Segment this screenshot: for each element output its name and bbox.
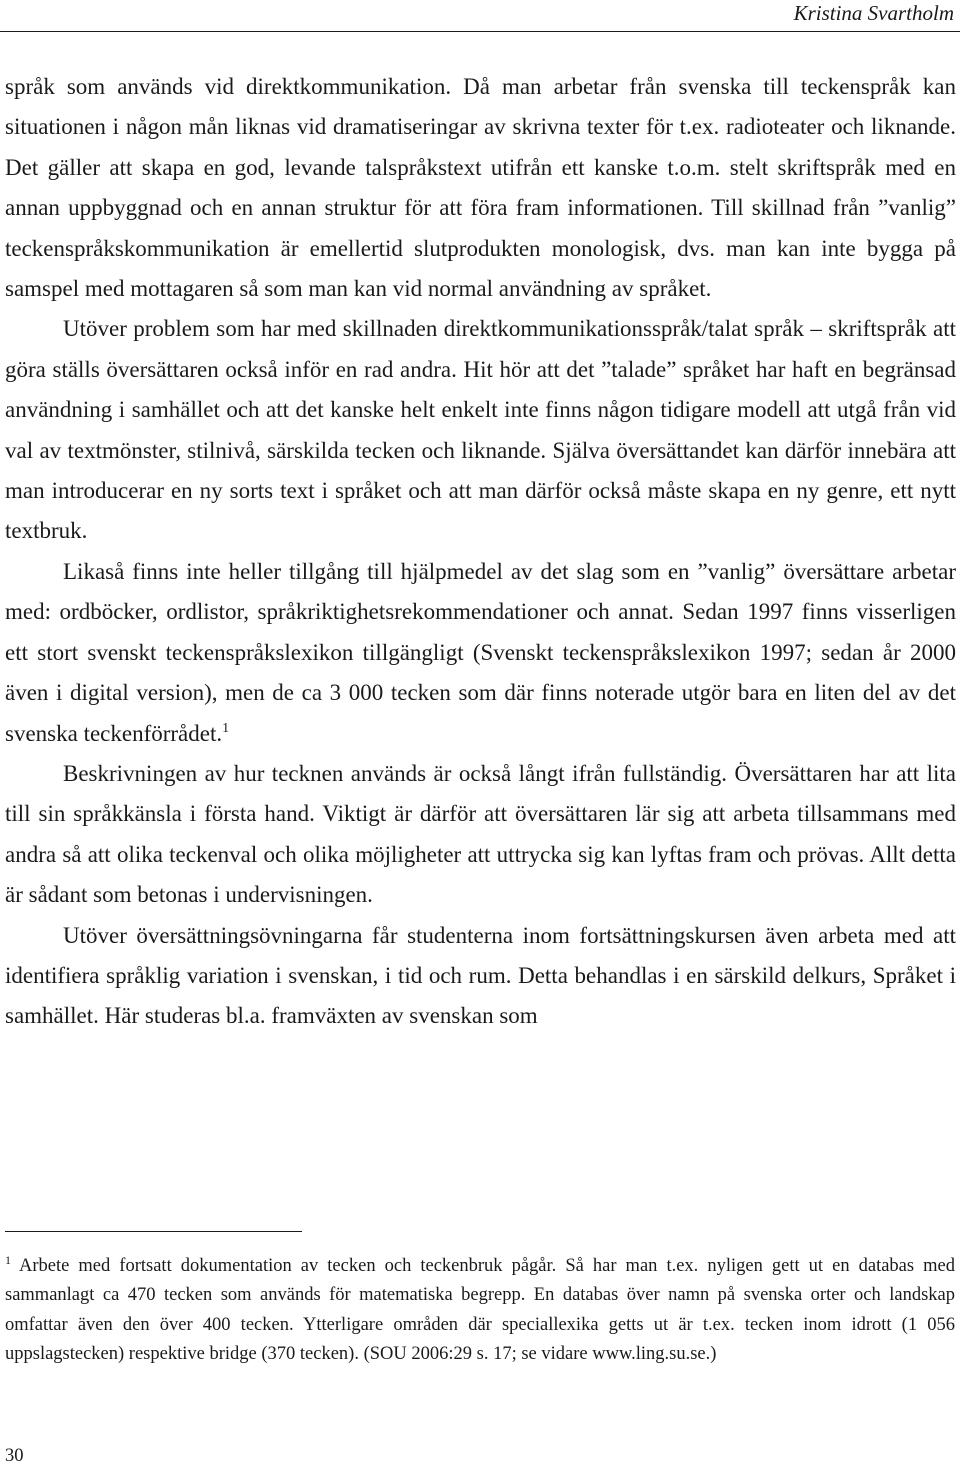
paragraph-2-text: Utöver problem som har med skillnaden direktkommunikationsspråk/talat språk – skriftspråk att göra ställs översättaren också inför en rad andra. Hit hör att det ”talade” språket har haft en begränsad användning i samhället och att det kanske helt enkelt inte finns någon tidigare modell att utgå från vid val av textmönster, stilnivå, särskilda tecken och liknande. Själva översättandet kan därför innebära att man introducerar en ny sorts text i språket och att man därför också måste skapa en ny genre, ett nytt textbruk. [5, 316, 956, 544]
paragraph-2 [5, 309, 956, 551]
body-text [5, 67, 956, 1037]
paragraph-3 [5, 552, 956, 754]
paragraph-1-text: språk som används vid direktkommunikation. Då man arbetar från svenska till teckenspråk kan situationen i någon mån liknas vid dramatiseringar av skrivna texter för t.ex. radioteater och liknande. Det gäller att skapa en god, levande talspråkstext utifrån ett kanske t.o.m. stelt skriftspråk med en annan uppbyggnad och en annan struktur för att föra fram informationen. Till skillnad från ”vanlig” teckenspråkskommunikation är emellertid slutprodukten monologisk, dvs. man kan inte bygga på samspel med mottagaren så som man kan vid normal användning av språket. [5, 74, 956, 302]
paragraph-1 [5, 67, 956, 309]
footnote-text: Arbete med fortsatt dokumentation av tecken och teckenbruk pågår. Så har man t.ex. nyligen gett ut en databas med sammanlagt ca 470 tecken som används för matematiska begrepp. En databas över namn på svenska orter och landskap omfattar även den över 400 tecken. Ytterligare områden där speciallexika getts ut är t.ex. tecken inom idrott (1 056 uppslagstecken) respektive bridge (370 tecken). (SOU 2006:29 s. 17; se vidare www.ling.su.se.) [5, 1256, 955, 1365]
paragraph-3-text: Likaså finns inte heller tillgång till hjälpmedel av det slag som en ”vanlig” översättare arbetar med: ordböcker, ordlistor, språkriktighetsrekommendationer och annat. Sedan 1997 finns visserligen ett stort svenskt teckenspråkslexikon tillgängligt (Svenskt teckenspråkslexikon 1997; sedan år 2000 även i digital version), men de ca 3 000 tecken som där finns noterade utgör bara en liten del av det svenska teckenförrådet. [5, 558, 956, 746]
page-header [0, 0, 960, 30]
paragraph-5-text: Utöver översättningsövningarna får studenterna inom fortsättningskursen även arbeta med att identifiera språklig variation i svenskan, i tid och rum. Detta behandlas i en särskild delkurs, Språket i samhället. Här studeras bl.a. framväxten av svenskan som [5, 922, 956, 1029]
paragraph-4 [5, 754, 956, 916]
running-header-author: Kristina Svartholm [793, 1, 954, 25]
header-rule [0, 31, 960, 32]
footnote-reference[interactable]: 1 [222, 720, 230, 736]
paragraph-5 [5, 916, 956, 1037]
footnote-separator [5, 1231, 302, 1232]
page-number: 30 [5, 1446, 24, 1466]
paragraph-4-text: Beskrivningen av hur tecknen används är också långt ifrån fullständig. Översättaren har att lita till sin språkkänsla i första hand. Viktigt är därför att översättaren lär sig att arbeta tillsammans med andra så att olika teckenval och olika möjligheter att uttrycka sig kan lyftas fram och prövas. Allt detta är sådant som betonas i undervisningen. [5, 760, 956, 908]
footnote [5, 1252, 955, 1370]
footnote-number: 1 [5, 1253, 11, 1267]
